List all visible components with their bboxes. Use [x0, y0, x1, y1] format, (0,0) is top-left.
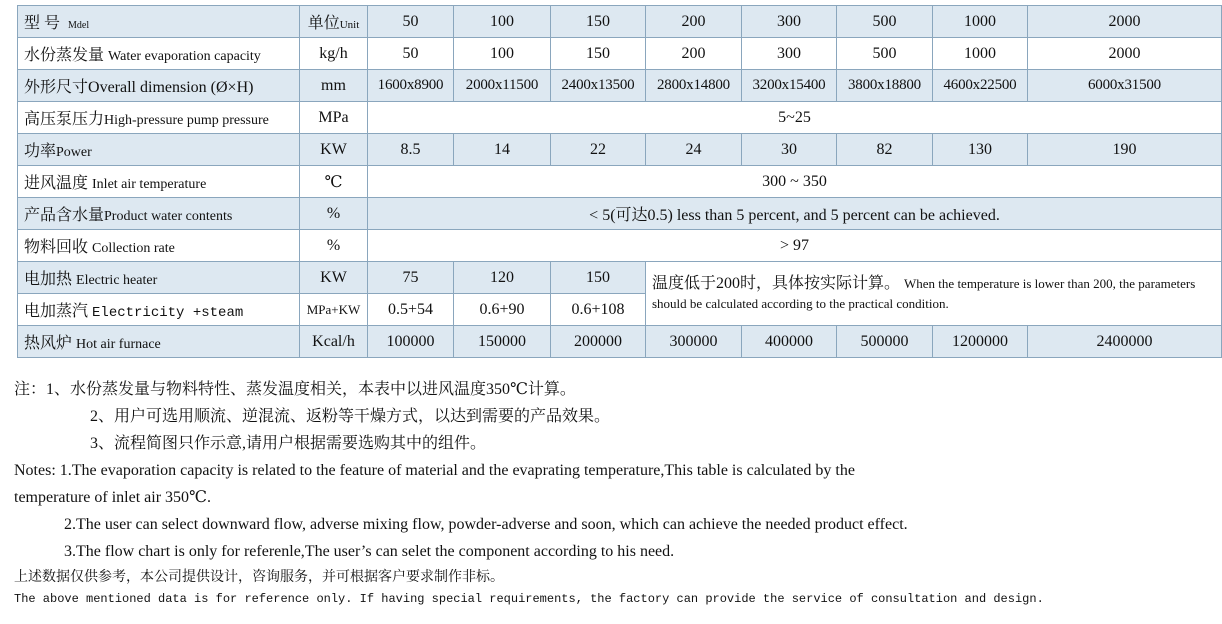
label-en: Electricity +steam	[92, 305, 244, 321]
unit-cell: ℃	[300, 166, 368, 198]
unit-en: Unit	[339, 19, 360, 31]
label-en: Overall dimension (Ø×H)	[88, 79, 254, 96]
label-en: Product water contents	[104, 209, 233, 224]
model-cell: 50	[368, 6, 454, 38]
unit-header	[300, 6, 368, 38]
row-collect	[18, 230, 1222, 262]
model-cell: 500	[837, 6, 933, 38]
unit-zh: 单位	[307, 15, 340, 32]
spec-table	[17, 5, 1222, 358]
note-en-3: 3.The flow chart is only for referenle,The user’s can selet the component according to his need.	[64, 543, 675, 560]
value-cell: 3200x15400	[742, 70, 837, 102]
label-zh: 外形尺寸	[24, 79, 89, 96]
value-cell: 200000	[551, 326, 646, 358]
value-cell: 4600x22500	[933, 70, 1028, 102]
unit-cell: MPa+KW	[300, 294, 368, 326]
label-zh: 型 号	[24, 15, 61, 32]
unit-cell: %	[300, 198, 368, 230]
unit-cell: KW	[300, 262, 368, 294]
unit-cell: kg/h	[300, 38, 368, 70]
label-power	[18, 134, 300, 166]
label-pressure	[18, 102, 300, 134]
unit-cell: KW	[300, 134, 368, 166]
merged-value-cell: 5~25	[368, 102, 1222, 134]
value-cell: 200	[646, 38, 742, 70]
label-zh: 产品含水量	[24, 207, 105, 224]
label-en: Water evaporation capacity	[108, 49, 261, 64]
note-en-2: 2.The user can select downward flow, adverse mixing flow, powder-adverse and soon, which can achieve the needed product effect.	[64, 516, 908, 533]
label-zh: 功率	[24, 143, 57, 160]
value-cell: 1200000	[933, 326, 1028, 358]
unit-cell: %	[300, 230, 368, 262]
value-cell: 75	[368, 262, 454, 294]
disclaimer-en: The above mentioned data is for reference only. If having special requirements, the factory can provide the service of consultation and design.	[14, 592, 1044, 606]
row-pressure	[18, 102, 1222, 134]
value-cell: 400000	[742, 326, 837, 358]
value-cell: 1600x8900	[368, 70, 454, 102]
model-cell: 200	[646, 6, 742, 38]
label-en: Mdel	[68, 20, 90, 31]
label-furnace	[18, 326, 300, 358]
model-cell: 300	[742, 6, 837, 38]
value-cell: 2000x11500	[454, 70, 551, 102]
unit-cell: MPa	[300, 102, 368, 134]
row-water	[18, 38, 1222, 70]
label-heater	[18, 262, 300, 294]
unit-cell: Kcal/h	[300, 326, 368, 358]
value-cell: 120	[454, 262, 551, 294]
model-cell: 2000	[1028, 6, 1222, 38]
value-cell: 14	[454, 134, 551, 166]
note-zh-2: 2、用户可选用顺流、逆混流、返粉等干燥方式，以达到需要的产品效果。	[90, 408, 611, 425]
value-cell: 0.6+90	[454, 294, 551, 326]
label-zh: 水份蒸发量	[24, 47, 105, 64]
row-power	[18, 134, 1222, 166]
merged-value-cell: 300 ~ 350	[368, 166, 1222, 198]
unit-cell: mm	[300, 70, 368, 102]
disclaimer-zh: 上述数据仅供参考，本公司提供设计，咨询服务，并可根据客户要求制作非标。	[14, 570, 504, 585]
label-zh: 电加蒸汽	[24, 303, 89, 320]
value-cell: 190	[1028, 134, 1222, 166]
label-zh: 物料回收	[24, 239, 89, 256]
note-zh-1: 注：1、水份蒸发量与物料特性、蒸发温度相关，本表中以进风温度350℃计算。	[14, 381, 576, 398]
row-heater	[18, 262, 1222, 294]
value-cell: 82	[837, 134, 933, 166]
label-model	[18, 6, 300, 38]
value-cell: 100	[454, 38, 551, 70]
label-en: Electric heater	[76, 273, 158, 288]
model-cell: 1000	[933, 6, 1028, 38]
row-inlet	[18, 166, 1222, 198]
value-cell: 0.6+108	[551, 294, 646, 326]
value-cell: 2000	[1028, 38, 1222, 70]
remark-en: When the temperature is lower than 200, the parameters should be calculated according to the practical condition.	[652, 275, 1196, 311]
label-zh: 进风温度	[24, 175, 89, 192]
value-cell: 130	[933, 134, 1028, 166]
label-en: Power	[56, 145, 92, 160]
label-en: Collection rate	[92, 241, 175, 256]
row-model	[18, 6, 1222, 38]
label-water	[18, 38, 300, 70]
label-en: High-pressure pump pressure	[104, 113, 269, 128]
label-collect	[18, 230, 300, 262]
remark-cell	[646, 262, 1222, 326]
value-cell: 500	[837, 38, 933, 70]
value-cell: 6000x31500	[1028, 70, 1222, 102]
notes-section	[14, 376, 1114, 609]
merged-value-cell: < 5(可达0.5) less than 5 percent, and 5 percent can be achieved.	[368, 198, 1222, 230]
model-cell: 150	[551, 6, 646, 38]
value-cell: 8.5	[368, 134, 454, 166]
row-content	[18, 198, 1222, 230]
value-cell: 150	[551, 38, 646, 70]
value-cell: 100000	[368, 326, 454, 358]
note-en-1b: temperature of inlet air 350℃.	[14, 489, 211, 506]
label-en: Hot air furnace	[76, 337, 161, 352]
value-cell: 300	[742, 38, 837, 70]
value-cell: 2800x14800	[646, 70, 742, 102]
value-cell: 50	[368, 38, 454, 70]
label-dimension	[18, 70, 300, 102]
note-en-1a: Notes: 1.The evaporation capacity is related to the feature of material and the evaprating temperature,This table is calculated by the	[14, 462, 855, 479]
label-en: Inlet air temperature	[92, 177, 207, 192]
value-cell: 2400000	[1028, 326, 1222, 358]
label-inlet	[18, 166, 300, 198]
remark-zh: 温度低于200时，具体按实际计算。	[652, 274, 901, 292]
value-cell: 2400x13500	[551, 70, 646, 102]
value-cell: 500000	[837, 326, 933, 358]
label-zh: 高压泵压力	[24, 111, 105, 128]
label-steam	[18, 294, 300, 326]
value-cell: 30	[742, 134, 837, 166]
value-cell: 22	[551, 134, 646, 166]
merged-value-cell: > 97	[368, 230, 1222, 262]
value-cell: 3800x18800	[837, 70, 933, 102]
value-cell: 300000	[646, 326, 742, 358]
value-cell: 150	[551, 262, 646, 294]
label-zh: 电加热	[24, 271, 73, 288]
value-cell: 24	[646, 134, 742, 166]
model-cell: 100	[454, 6, 551, 38]
value-cell: 150000	[454, 326, 551, 358]
row-furnace	[18, 326, 1222, 358]
value-cell: 0.5+54	[368, 294, 454, 326]
label-zh: 热风炉	[24, 335, 73, 352]
row-dimension	[18, 70, 1222, 102]
value-cell: 1000	[933, 38, 1028, 70]
note-zh-3: 3、流程简图只作示意,请用户根据需要选购其中的组件。	[90, 435, 487, 452]
label-content	[18, 198, 300, 230]
